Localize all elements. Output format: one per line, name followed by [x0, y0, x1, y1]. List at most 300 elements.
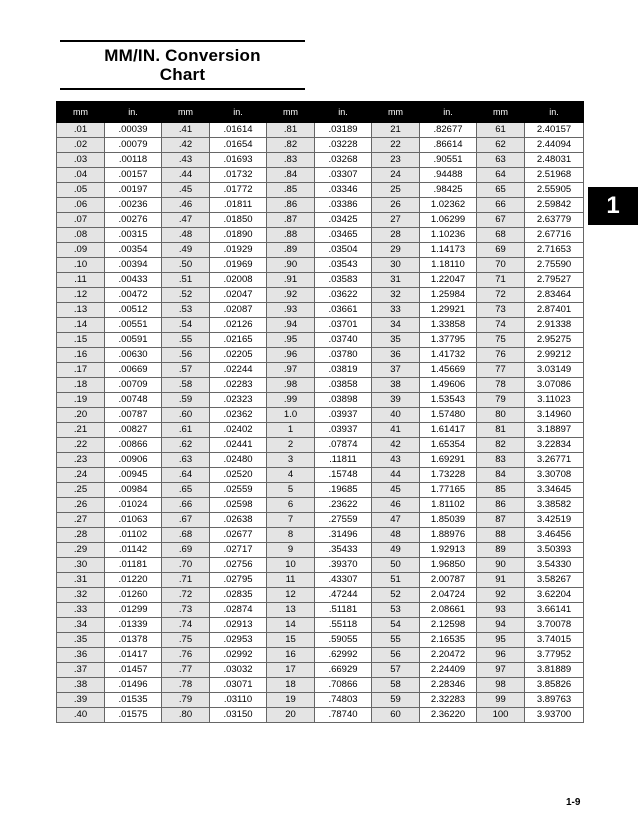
mm-value-cell: .82 [267, 138, 315, 153]
inch-value-cell: .01299 [105, 603, 162, 618]
mm-value-cell: 1.0 [267, 408, 315, 423]
inch-value-cell: .02992 [210, 648, 267, 663]
inch-value-cell: .02244 [210, 363, 267, 378]
mm-value-cell: 26 [372, 198, 420, 213]
mm-value-cell: 47 [372, 513, 420, 528]
table-row [57, 303, 584, 318]
inch-column-header: in. [210, 102, 267, 123]
inch-value-cell: .70866 [315, 678, 372, 693]
mm-value-cell: 98 [477, 678, 525, 693]
inch-value-cell: .47244 [315, 588, 372, 603]
mm-value-cell: 63 [477, 153, 525, 168]
mm-value-cell: 52 [372, 588, 420, 603]
mm-value-cell: .61 [162, 423, 210, 438]
inch-value-cell: .01654 [210, 138, 267, 153]
inch-value-cell: .02283 [210, 378, 267, 393]
inch-value-cell: 3.54330 [525, 558, 584, 573]
mm-value-cell: .15 [57, 333, 105, 348]
table-row [57, 498, 584, 513]
mm-value-cell: 46 [372, 498, 420, 513]
inch-value-cell: 1.18110 [420, 258, 477, 273]
inch-value-cell: 2.91338 [525, 318, 584, 333]
inch-value-cell: .02402 [210, 423, 267, 438]
inch-value-cell: .00197 [105, 183, 162, 198]
inch-value-cell: 2.79527 [525, 273, 584, 288]
inch-value-cell: .03189 [315, 123, 372, 138]
inch-column-header: in. [105, 102, 162, 123]
mm-value-cell: .40 [57, 708, 105, 723]
inch-value-cell: .02874 [210, 603, 267, 618]
table-row [57, 153, 584, 168]
mm-value-cell: 74 [477, 318, 525, 333]
mm-value-cell: 13 [267, 603, 315, 618]
inch-value-cell: 2.32283 [420, 693, 477, 708]
inch-value-cell: .02638 [210, 513, 267, 528]
mm-column-header: mm [162, 102, 210, 123]
mm-value-cell: 10 [267, 558, 315, 573]
table-row [57, 693, 584, 708]
inch-value-cell: .01417 [105, 648, 162, 663]
mm-value-cell: .62 [162, 438, 210, 453]
inch-value-cell: 1.14173 [420, 243, 477, 258]
mm-value-cell: 58 [372, 678, 420, 693]
inch-value-cell: .01378 [105, 633, 162, 648]
inch-value-cell: 1.22047 [420, 273, 477, 288]
mm-value-cell: .81 [267, 123, 315, 138]
table-row [57, 363, 584, 378]
inch-value-cell: 1.92913 [420, 543, 477, 558]
mm-value-cell: 35 [372, 333, 420, 348]
mm-value-cell: .46 [162, 198, 210, 213]
mm-value-cell: .12 [57, 288, 105, 303]
inch-value-cell: .02559 [210, 483, 267, 498]
inch-value-cell: .02913 [210, 618, 267, 633]
mm-value-cell: 62 [477, 138, 525, 153]
inch-value-cell: .00118 [105, 153, 162, 168]
inch-value-cell: 1.37795 [420, 333, 477, 348]
mm-value-cell: .95 [267, 333, 315, 348]
mm-value-cell: .50 [162, 258, 210, 273]
inch-value-cell: .01693 [210, 153, 267, 168]
mm-value-cell: 85 [477, 483, 525, 498]
inch-value-cell: .00945 [105, 468, 162, 483]
mm-value-cell: .39 [57, 693, 105, 708]
mm-value-cell: .88 [267, 228, 315, 243]
mm-value-cell: .21 [57, 423, 105, 438]
table-row [57, 438, 584, 453]
inch-value-cell: 1.45669 [420, 363, 477, 378]
inch-value-cell: .00236 [105, 198, 162, 213]
inch-value-cell: .00079 [105, 138, 162, 153]
inch-value-cell: .15748 [315, 468, 372, 483]
mm-value-cell: .53 [162, 303, 210, 318]
mm-value-cell: .31 [57, 573, 105, 588]
inch-value-cell: 1.73228 [420, 468, 477, 483]
inch-value-cell: 3.89763 [525, 693, 584, 708]
inch-value-cell: .03386 [315, 198, 372, 213]
mm-value-cell: 61 [477, 123, 525, 138]
mm-value-cell: 64 [477, 168, 525, 183]
mm-value-cell: 25 [372, 183, 420, 198]
inch-value-cell: 2.87401 [525, 303, 584, 318]
mm-value-cell: 56 [372, 648, 420, 663]
mm-value-cell: .57 [162, 363, 210, 378]
inch-value-cell: .03780 [315, 348, 372, 363]
inch-value-cell: .01772 [210, 183, 267, 198]
mm-value-cell: 70 [477, 258, 525, 273]
mm-value-cell: .66 [162, 498, 210, 513]
table-row [57, 633, 584, 648]
mm-value-cell: .05 [57, 183, 105, 198]
mm-value-cell: .45 [162, 183, 210, 198]
inch-value-cell: .02480 [210, 453, 267, 468]
inch-value-cell: .03543 [315, 258, 372, 273]
mm-value-cell: 37 [372, 363, 420, 378]
inch-value-cell: .19685 [315, 483, 372, 498]
table-row [57, 708, 584, 723]
inch-value-cell: .01890 [210, 228, 267, 243]
inch-value-cell: .03110 [210, 693, 267, 708]
mm-value-cell: 66 [477, 198, 525, 213]
inch-value-cell: .03898 [315, 393, 372, 408]
inch-value-cell: .00394 [105, 258, 162, 273]
inch-value-cell: .03228 [315, 138, 372, 153]
inch-value-cell: 3.93700 [525, 708, 584, 723]
inch-value-cell: .01102 [105, 528, 162, 543]
table-body [57, 123, 584, 723]
mm-value-cell: .35 [57, 633, 105, 648]
mm-value-cell: 1 [267, 423, 315, 438]
mm-value-cell: .07 [57, 213, 105, 228]
inch-value-cell: .27559 [315, 513, 372, 528]
mm-value-cell: 50 [372, 558, 420, 573]
mm-value-cell: 36 [372, 348, 420, 363]
mm-column-header: mm [57, 102, 105, 123]
inch-value-cell: 3.58267 [525, 573, 584, 588]
mm-value-cell: .13 [57, 303, 105, 318]
table-row [57, 288, 584, 303]
inch-value-cell: 1.29921 [420, 303, 477, 318]
inch-value-cell: 1.06299 [420, 213, 477, 228]
mm-value-cell: .44 [162, 168, 210, 183]
mm-value-cell: 9 [267, 543, 315, 558]
chart-title-line-1: MM/IN. Conversion [104, 46, 261, 65]
inch-value-cell: .01732 [210, 168, 267, 183]
table-row [57, 603, 584, 618]
inch-value-cell: .02835 [210, 588, 267, 603]
mm-value-cell: 59 [372, 693, 420, 708]
mm-value-cell: .75 [162, 633, 210, 648]
mm-value-cell: 99 [477, 693, 525, 708]
mm-value-cell: 24 [372, 168, 420, 183]
mm-value-cell: 31 [372, 273, 420, 288]
mm-value-cell: .49 [162, 243, 210, 258]
inch-value-cell: .11811 [315, 453, 372, 468]
inch-value-cell: .03858 [315, 378, 372, 393]
mm-value-cell: .54 [162, 318, 210, 333]
mm-value-cell: .91 [267, 273, 315, 288]
inch-value-cell: 2.12598 [420, 618, 477, 633]
mm-value-cell: .37 [57, 663, 105, 678]
inch-value-cell: 2.67716 [525, 228, 584, 243]
mm-value-cell: 89 [477, 543, 525, 558]
inch-value-cell: 2.44094 [525, 138, 584, 153]
inch-value-cell: .00354 [105, 243, 162, 258]
inch-value-cell: 3.85826 [525, 678, 584, 693]
inch-value-cell: .03583 [315, 273, 372, 288]
mm-value-cell: 16 [267, 648, 315, 663]
inch-value-cell: .02520 [210, 468, 267, 483]
inch-value-cell: .03307 [315, 168, 372, 183]
mm-value-cell: .33 [57, 603, 105, 618]
mm-value-cell: 40 [372, 408, 420, 423]
inch-value-cell: .01575 [105, 708, 162, 723]
mm-value-cell: 82 [477, 438, 525, 453]
inch-value-cell: 1.53543 [420, 393, 477, 408]
inch-value-cell: .03425 [315, 213, 372, 228]
inch-value-cell: .03268 [315, 153, 372, 168]
inch-value-cell: .03622 [315, 288, 372, 303]
mm-value-cell: .23 [57, 453, 105, 468]
mm-value-cell: .89 [267, 243, 315, 258]
mm-value-cell: 77 [477, 363, 525, 378]
inch-value-cell: .00591 [105, 333, 162, 348]
mm-value-cell: .55 [162, 333, 210, 348]
inch-value-cell: .03937 [315, 408, 372, 423]
conversion-table [56, 101, 584, 723]
inch-value-cell: 3.03149 [525, 363, 584, 378]
table-row [57, 378, 584, 393]
inch-value-cell: .01850 [210, 213, 267, 228]
inch-value-cell: 1.85039 [420, 513, 477, 528]
mm-value-cell: 87 [477, 513, 525, 528]
mm-value-cell: .74 [162, 618, 210, 633]
mm-value-cell: 49 [372, 543, 420, 558]
mm-value-cell: 11 [267, 573, 315, 588]
table-row [57, 588, 584, 603]
mm-value-cell: .11 [57, 273, 105, 288]
mm-value-cell: 27 [372, 213, 420, 228]
inch-value-cell: 3.26771 [525, 453, 584, 468]
inch-value-cell: 1.41732 [420, 348, 477, 363]
inch-value-cell: 2.71653 [525, 243, 584, 258]
inch-value-cell: 1.69291 [420, 453, 477, 468]
table-row [57, 393, 584, 408]
inch-value-cell: 3.42519 [525, 513, 584, 528]
mm-value-cell: .98 [267, 378, 315, 393]
inch-value-cell: .02126 [210, 318, 267, 333]
inch-value-cell: 3.18897 [525, 423, 584, 438]
inch-value-cell: .01969 [210, 258, 267, 273]
inch-value-cell: 3.81889 [525, 663, 584, 678]
inch-value-cell: 3.62204 [525, 588, 584, 603]
mm-value-cell: .71 [162, 573, 210, 588]
inch-value-cell: .01024 [105, 498, 162, 513]
inch-value-cell: .00157 [105, 168, 162, 183]
mm-value-cell: 15 [267, 633, 315, 648]
mm-value-cell: 86 [477, 498, 525, 513]
table-row [57, 513, 584, 528]
mm-value-cell: 92 [477, 588, 525, 603]
mm-value-cell: .68 [162, 528, 210, 543]
inch-value-cell: .00984 [105, 483, 162, 498]
mm-value-cell: 41 [372, 423, 420, 438]
inch-value-cell: 2.99212 [525, 348, 584, 363]
mm-value-cell: .06 [57, 198, 105, 213]
inch-value-cell: 2.59842 [525, 198, 584, 213]
mm-value-cell: 6 [267, 498, 315, 513]
mm-value-cell: .83 [267, 153, 315, 168]
mm-value-cell: .80 [162, 708, 210, 723]
inch-value-cell: 2.36220 [420, 708, 477, 723]
inch-value-cell: .00669 [105, 363, 162, 378]
inch-value-cell: 2.20472 [420, 648, 477, 663]
inch-value-cell: 2.51968 [525, 168, 584, 183]
mm-value-cell: .29 [57, 543, 105, 558]
inch-value-cell: .01929 [210, 243, 267, 258]
inch-value-cell: 1.96850 [420, 558, 477, 573]
mm-value-cell: 7 [267, 513, 315, 528]
inch-value-cell: .78740 [315, 708, 372, 723]
inch-value-cell: .74803 [315, 693, 372, 708]
mm-value-cell: .92 [267, 288, 315, 303]
inch-value-cell: .35433 [315, 543, 372, 558]
mm-value-cell: 80 [477, 408, 525, 423]
mm-value-cell: .77 [162, 663, 210, 678]
mm-value-cell: 67 [477, 213, 525, 228]
table-row [57, 453, 584, 468]
table-row [57, 138, 584, 153]
mm-value-cell: .25 [57, 483, 105, 498]
inch-value-cell: .00827 [105, 423, 162, 438]
inch-value-cell: .03032 [210, 663, 267, 678]
inch-value-cell: 2.40157 [525, 123, 584, 138]
inch-column-header: in. [420, 102, 477, 123]
mm-value-cell: .69 [162, 543, 210, 558]
mm-value-cell: 45 [372, 483, 420, 498]
table-row [57, 228, 584, 243]
mm-value-cell: 95 [477, 633, 525, 648]
inch-value-cell: 2.95275 [525, 333, 584, 348]
inch-value-cell: .03937 [315, 423, 372, 438]
inch-value-cell: .00787 [105, 408, 162, 423]
inch-value-cell: .03150 [210, 708, 267, 723]
page-number: 1-9 [566, 797, 581, 808]
inch-value-cell: .01142 [105, 543, 162, 558]
inch-value-cell: 3.77952 [525, 648, 584, 663]
inch-value-cell: .90551 [420, 153, 477, 168]
inch-value-cell: .94488 [420, 168, 477, 183]
table-row [57, 213, 584, 228]
inch-value-cell: 2.28346 [420, 678, 477, 693]
inch-value-cell: 3.74015 [525, 633, 584, 648]
inch-value-cell: 1.88976 [420, 528, 477, 543]
chart-title [60, 40, 305, 90]
mm-value-cell: 65 [477, 183, 525, 198]
mm-value-cell: 60 [372, 708, 420, 723]
inch-value-cell: .00433 [105, 273, 162, 288]
inch-value-cell: .55118 [315, 618, 372, 633]
mm-value-cell: .59 [162, 393, 210, 408]
inch-value-cell: 3.30708 [525, 468, 584, 483]
mm-value-cell: 73 [477, 303, 525, 318]
inch-value-cell: 1.81102 [420, 498, 477, 513]
mm-value-cell: .65 [162, 483, 210, 498]
inch-value-cell: .03465 [315, 228, 372, 243]
inch-value-cell: .00748 [105, 393, 162, 408]
mm-value-cell: .34 [57, 618, 105, 633]
table-row [57, 243, 584, 258]
mm-value-cell: .42 [162, 138, 210, 153]
inch-value-cell: 3.50393 [525, 543, 584, 558]
mm-value-cell: .52 [162, 288, 210, 303]
table-row [57, 123, 584, 138]
mm-value-cell: 4 [267, 468, 315, 483]
inch-value-cell: .02323 [210, 393, 267, 408]
inch-value-cell: .01260 [105, 588, 162, 603]
mm-value-cell: 5 [267, 483, 315, 498]
table-row [57, 528, 584, 543]
inch-value-cell: .00039 [105, 123, 162, 138]
mm-value-cell: .18 [57, 378, 105, 393]
table-row [57, 663, 584, 678]
mm-value-cell: 30 [372, 258, 420, 273]
mm-value-cell: 96 [477, 648, 525, 663]
inch-value-cell: .01181 [105, 558, 162, 573]
chapter-tab: 1 [588, 187, 638, 225]
mm-value-cell: 93 [477, 603, 525, 618]
mm-value-cell: 97 [477, 663, 525, 678]
mm-column-header: mm [372, 102, 420, 123]
mm-value-cell: 84 [477, 468, 525, 483]
inch-value-cell: 1.77165 [420, 483, 477, 498]
inch-value-cell: 1.49606 [420, 378, 477, 393]
mm-value-cell: .64 [162, 468, 210, 483]
table-row [57, 558, 584, 573]
mm-value-cell: .84 [267, 168, 315, 183]
mm-value-cell: 42 [372, 438, 420, 453]
mm-value-cell: .16 [57, 348, 105, 363]
inch-value-cell: 2.75590 [525, 258, 584, 273]
mm-value-cell: 100 [477, 708, 525, 723]
table-row [57, 183, 584, 198]
mm-value-cell: .85 [267, 183, 315, 198]
inch-value-cell: .01614 [210, 123, 267, 138]
inch-value-cell: .23622 [315, 498, 372, 513]
mm-value-cell: .38 [57, 678, 105, 693]
inch-value-cell: .00276 [105, 213, 162, 228]
inch-value-cell: 3.66141 [525, 603, 584, 618]
mm-value-cell: .27 [57, 513, 105, 528]
mm-value-cell: .24 [57, 468, 105, 483]
inch-value-cell: .03504 [315, 243, 372, 258]
mm-value-cell: 90 [477, 558, 525, 573]
mm-value-cell: 22 [372, 138, 420, 153]
mm-value-cell: .67 [162, 513, 210, 528]
table-row [57, 678, 584, 693]
mm-value-cell: .30 [57, 558, 105, 573]
inch-value-cell: .02598 [210, 498, 267, 513]
inch-value-cell: 1.25984 [420, 288, 477, 303]
inch-value-cell: .00551 [105, 318, 162, 333]
inch-value-cell: .00512 [105, 303, 162, 318]
mm-value-cell: .90 [267, 258, 315, 273]
mm-value-cell: 83 [477, 453, 525, 468]
mm-value-cell: 19 [267, 693, 315, 708]
mm-value-cell: .20 [57, 408, 105, 423]
mm-value-cell: 78 [477, 378, 525, 393]
inch-value-cell: 3.46456 [525, 528, 584, 543]
